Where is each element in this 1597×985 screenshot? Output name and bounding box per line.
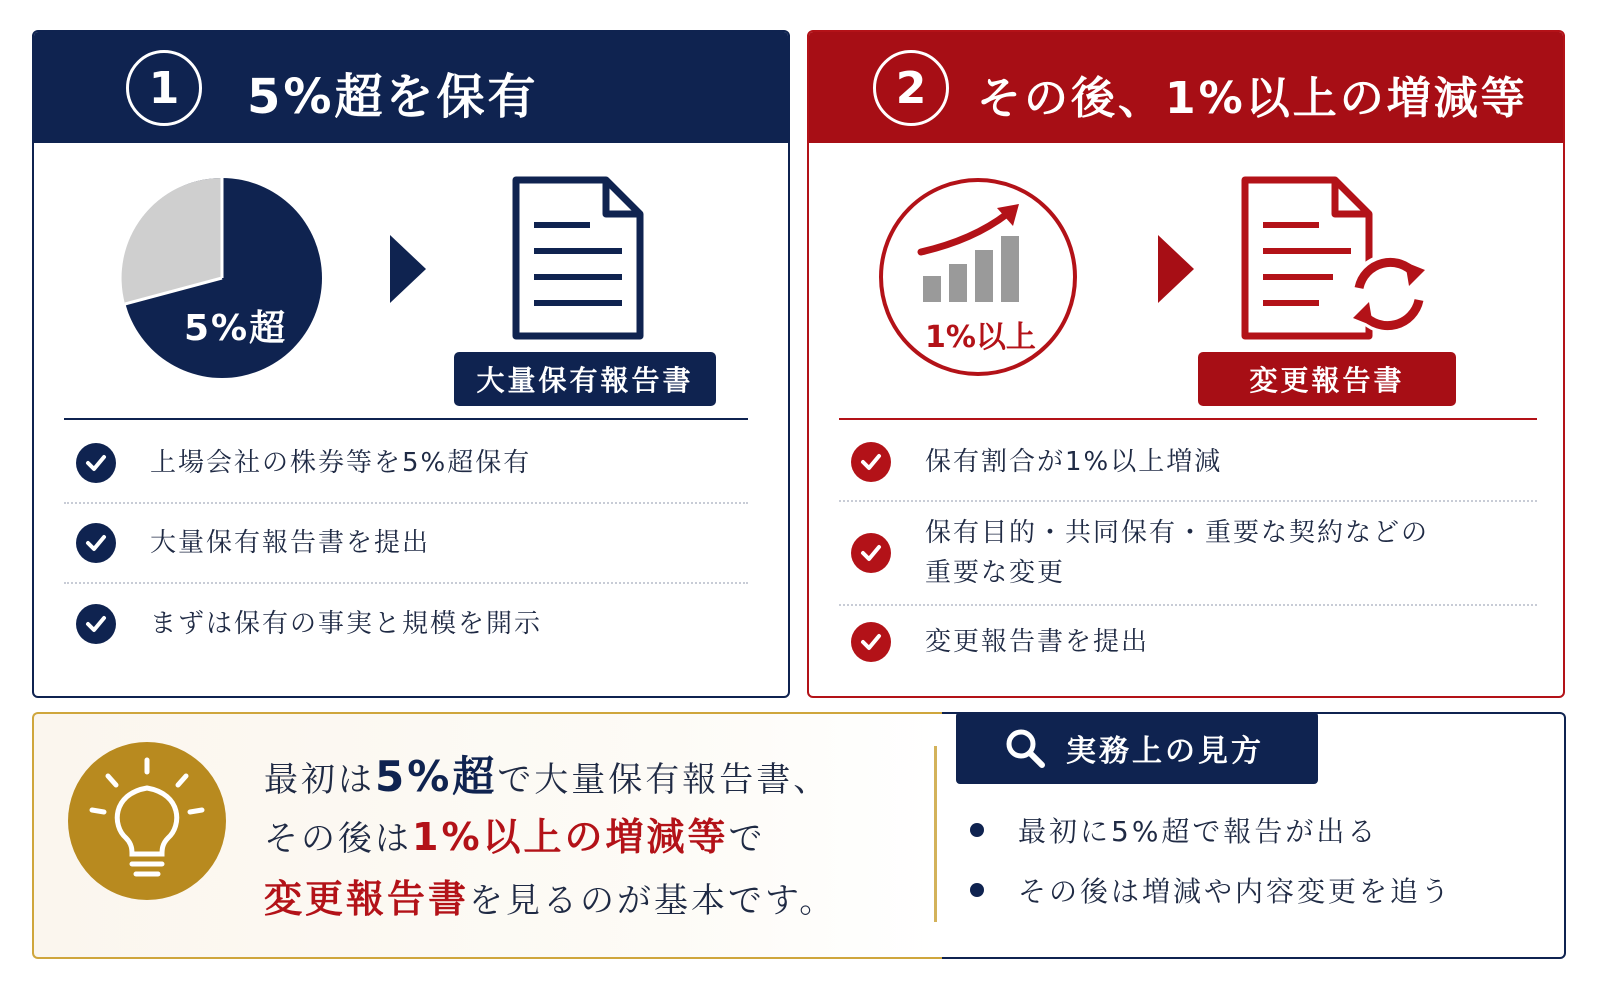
check-icon <box>76 604 116 644</box>
tip-text: その後は <box>264 819 412 859</box>
pie-label: 5%超 <box>184 308 288 349</box>
tip-highlight: 5%超 <box>375 752 498 801</box>
check-text-line: 重要な変更 <box>925 558 1066 588</box>
practical-view-header <box>956 712 1318 784</box>
tip-text: で大量保有報告書、 <box>497 760 831 800</box>
panel1-header <box>34 32 788 143</box>
panel1-title: 5%超を保有 <box>247 69 539 125</box>
check-text: 保有割合が1%以上増減 <box>925 447 1223 477</box>
divider <box>64 418 748 420</box>
panel-1-percent-change <box>807 30 1565 698</box>
check-text: まずは保有の事実と規模を開示 <box>150 609 543 639</box>
check-icon <box>851 442 891 482</box>
doc-label-large-holding-report: 大量保有報告書 <box>454 352 716 406</box>
tip-highlight: 1%以上の増減等 <box>412 815 729 859</box>
tip-line-2 <box>264 806 766 861</box>
check-icon <box>851 533 891 573</box>
divider <box>839 418 1537 420</box>
document-refresh-icon <box>1239 176 1433 342</box>
tip-line-1 <box>264 744 830 804</box>
list-item <box>64 504 748 584</box>
document-icon <box>510 176 646 342</box>
step-number-2: 2 <box>873 50 949 126</box>
tip-text: 最初は <box>264 760 375 800</box>
bullet-text: 最初に5%超で報告が出る <box>1018 815 1379 848</box>
check-text: 上場会社の株券等を5%超保有 <box>150 448 532 478</box>
list-item <box>839 424 1537 502</box>
check-list <box>839 424 1537 678</box>
list-item <box>64 584 748 664</box>
tip-text: で <box>728 819 766 859</box>
tip-highlight: 変更報告書 <box>264 877 470 921</box>
bullet-dot <box>970 883 984 897</box>
check-list <box>64 424 748 664</box>
panel2-title: その後、1%以上の増減等 <box>977 73 1528 124</box>
growth-label: 1%以上 <box>925 320 1036 355</box>
list-item <box>64 424 748 504</box>
check-text: 変更報告書を提出 <box>925 627 1150 657</box>
tip-text: を見るのが基本です。 <box>469 881 837 921</box>
arrow-right-icon <box>390 235 426 303</box>
bullet-item <box>970 810 1378 850</box>
list-item <box>839 502 1537 606</box>
lightbulb-icon <box>68 742 226 900</box>
search-icon <box>1004 727 1046 769</box>
list-item <box>839 606 1537 678</box>
practical-view-title: 実務上の見方 <box>1066 734 1264 769</box>
arrow-right-icon <box>1158 235 1194 303</box>
check-icon <box>76 443 116 483</box>
check-text: 大量保有報告書を提出 <box>150 528 431 558</box>
doc-label-change-report: 変更報告書 <box>1198 352 1456 406</box>
panel2-header <box>809 32 1563 143</box>
check-icon <box>76 523 116 563</box>
check-icon <box>851 622 891 662</box>
check-text-multiline <box>925 513 1429 593</box>
step-number-1: 1 <box>126 50 202 126</box>
bullet-dot <box>970 823 984 837</box>
bullet-item <box>970 870 1452 910</box>
practical-view-box <box>942 712 1566 959</box>
bullet-text: その後は増減や内容変更を追う <box>1018 875 1453 908</box>
check-text-line: 保有目的・共同保有・重要な契約などの <box>925 518 1430 548</box>
tip-line-3 <box>264 868 836 923</box>
summary-tip-box <box>32 712 942 959</box>
vertical-divider <box>934 746 937 922</box>
panel-5-percent-holding <box>32 30 790 698</box>
